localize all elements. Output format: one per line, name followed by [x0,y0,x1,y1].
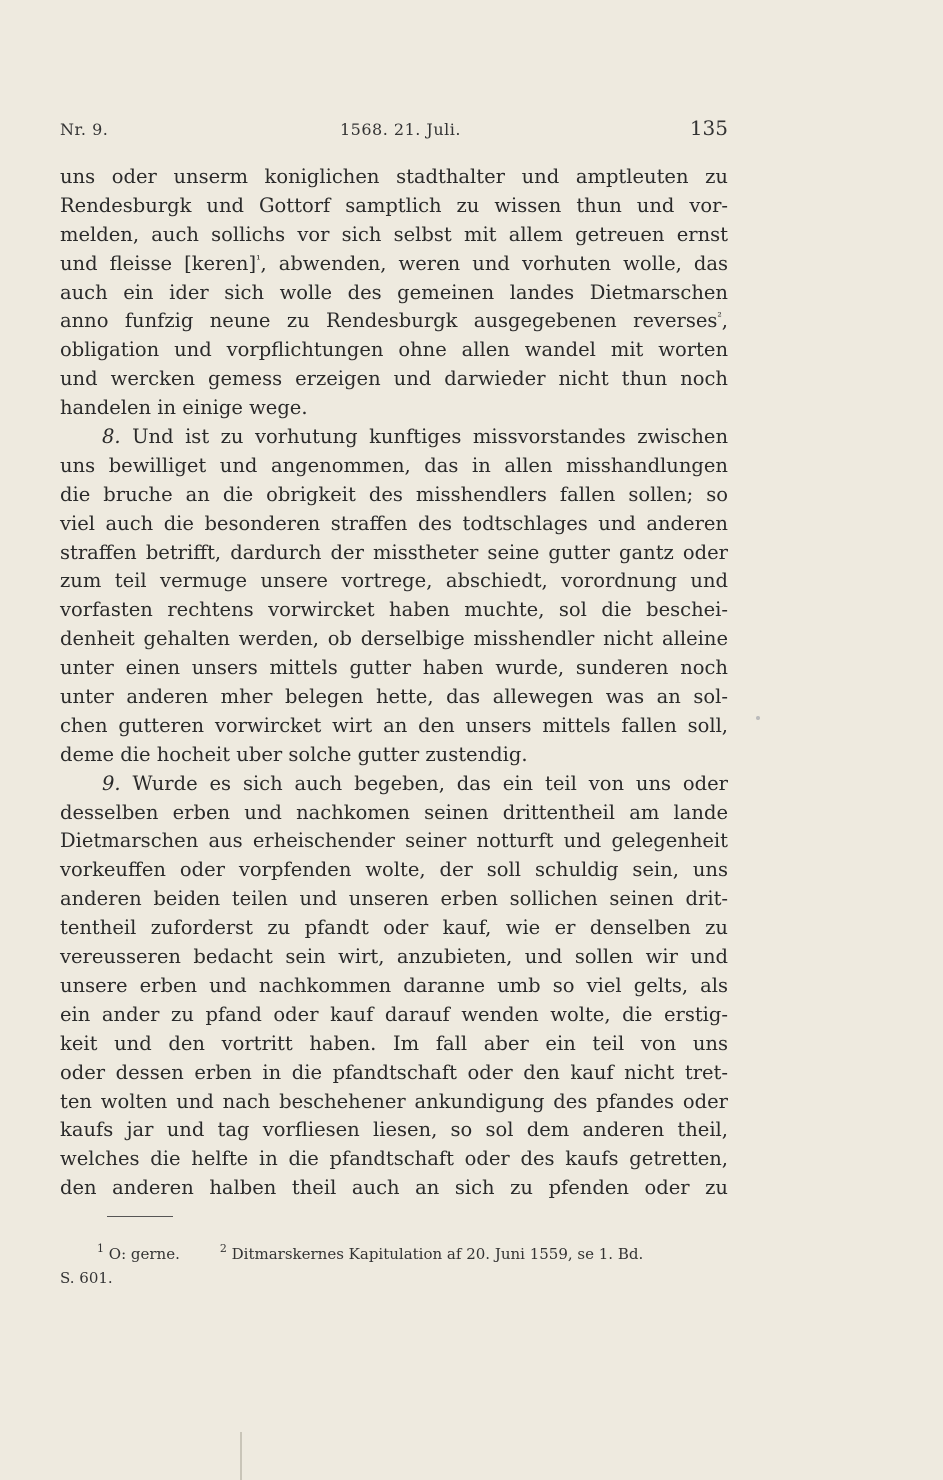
text-line: anderen beiden teilen und unseren erben sollichen seinen drit- [60,887,728,911]
text-line: unter einen unsers mittels gutter haben wurde, sunderen noch [60,656,728,680]
text-line: handelen in einige wege. [60,396,308,420]
text-line: ten wolten und nach beschehener ankundigung des pfandes oder [60,1089,728,1113]
text-line: und wercken gemess erzeigen und darwieder nicht thun noch [60,367,728,391]
paragraph-9-start [60,770,728,799]
text-line: oder dessen erben in die pfandtschaft oder den kauf nicht tret- [60,1060,728,1084]
margin-speck [756,716,760,720]
text-line: tentheil zuforderst zu pfandt oder kauf, wie er denselben zu [60,916,728,940]
text-line: desselben erben und nachkomen seinen drittentheil am lande [60,800,728,824]
text-line: uns bewilliget und angenommen, das in allen misshandlungen [60,453,728,477]
page-header [60,116,728,146]
footnotes [60,1242,720,1290]
footnote-divider [107,1216,173,1217]
text-line: unter anderen mher belegen hette, das allewegen was an sol- [60,685,728,709]
footnote-row [60,1242,720,1266]
footnote-ref-2: ² [717,310,722,324]
footnote-2-text: Ditmarskernes Kapitulation af 20. Juni 1559, se 1. Bd. [231,1245,644,1263]
text-line: die bruche an die obrigkeit des misshendlers fallen sollen; so [60,482,728,506]
text-segment: und fleisse [keren] [60,251,257,275]
text-line: ein ander zu pfand oder kauf darauf wenden wolte, die erstig- [60,1002,728,1026]
body-text [60,163,728,1203]
footnote-2-mark: 2 [219,1242,227,1255]
text-line: Dietmarschen aus erheischender seiner notturft und gelegenheit [60,829,728,853]
text-line: uns oder unserm koniglichen stadthalter und amptleuten zu [60,165,728,188]
text-line: melden, auch sollichs vor sich selbst mit allem getreuen ernst [60,222,728,246]
text-line: denheit gehalten werden, ob derselbige misshendler nicht alleine [60,627,728,651]
text-line [60,307,728,336]
footnote-1-mark: 1 [97,1242,104,1255]
text-line: straffen betrifft, dardurch der misstheter seine gutter gantz oder [60,540,728,564]
text-line: den anderen halben theil auch an sich zu pfenden oder zu [60,1176,728,1200]
text-segment: , abwenden, weren und vorhuten wolle, das [260,251,728,275]
text-line [60,250,728,279]
footnote-1-text: O: gerne. [108,1245,180,1263]
text-segment: Wurde es sich auch begeben, das ein teil von uns oder [120,771,728,795]
text-segment: anno funfzig neune zu Rendesburgk ausgegebenen reverses [60,309,718,333]
text-line: vorkeuffen oder vorpfenden wolte, der soll schuldig sein, uns [60,858,728,882]
footnote-1 [60,1242,180,1263]
text-line: obligation und vorpflichtungen ohne allen wandel mit worten [60,338,728,362]
footnote-2 [180,1242,644,1263]
text-line: chen gutteren vorwircket wirt an den unsers mittels fallen soll, [60,713,728,737]
text-line: keit und den vortritt haben. Im fall aber ein teil von uns [60,1031,728,1055]
text-line: unsere erben und nachkommen daranne umb so viel gelts, als [60,973,728,997]
text-line: deme die hocheit uber solche gutter zustendig. [60,742,528,766]
footnote-2-continuation: S. 601. [60,1269,113,1287]
paragraph-number: 9. [102,771,121,795]
text-segment: , [721,309,728,333]
document-number: Nr. 9. [60,120,109,139]
text-line: kaufs jar und tag vorfliesen liesen, so sol dem anderen theil, [60,1118,728,1142]
page-number: 135 [689,116,728,140]
text-line: auch ein ider sich wolle des gemeinen landes Dietmarschen [60,280,728,304]
text-line: vorfasten rechtens vorwircket haben muchte, sol die beschei- [60,598,728,622]
text-line: welches die helfte in die pfandtschaft oder des kaufs getretten, [60,1147,728,1171]
document-date: 1568. 21. Juli. [340,120,461,139]
text-line: Rendesburgk und Gottorf samptlich zu wissen thun und vor- [60,193,728,217]
text-line: vereusseren bedacht sein wirt, anzubieten, und sollen wir und [60,945,728,969]
paragraph-8-start [60,423,728,452]
text-line: viel auch die besonderen straffen des todtschlages und anderen [60,511,728,535]
paragraph-number: 8. [102,425,121,449]
text-segment: Und ist zu vorhutung kunftiges missvorstandes zwischen [120,425,728,449]
footnote-ref-1: ¹ [256,252,261,266]
page-fold-mark [240,1432,246,1480]
text-line: zum teil vermuge unsere vortrege, abschiedt, vorordnung und [60,569,728,593]
